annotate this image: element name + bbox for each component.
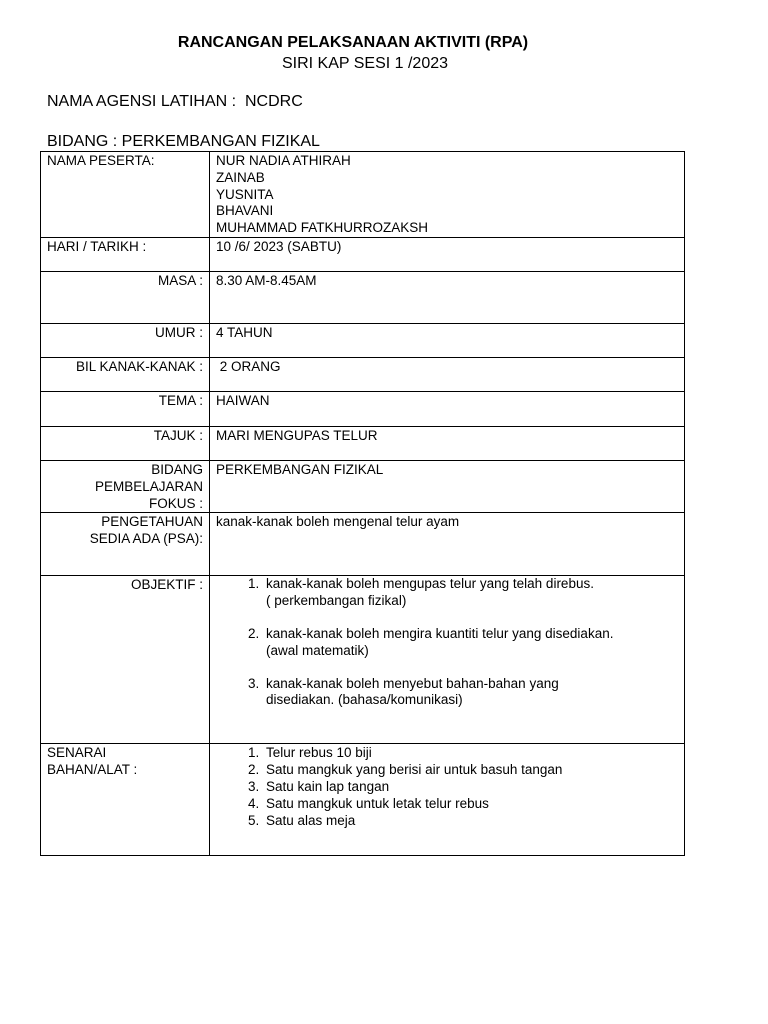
bidang-line: BIDANG : PERKEMBANGAN FIZIKAL [47, 133, 320, 150]
bahan-ol [216, 745, 678, 829]
row-psa [41, 513, 685, 576]
umur-label: UMUR : [41, 323, 210, 357]
tajuk-label: TAJUK : [41, 426, 210, 460]
row-bahan [41, 744, 685, 856]
psa-label [41, 513, 210, 576]
psa-value: kanak-kanak boleh mengenal telur ayam [210, 513, 685, 576]
tema-label: TEMA : [41, 391, 210, 426]
objektif-item [263, 576, 678, 610]
bidang-label-line: FOKUS : [148, 495, 203, 511]
bahan-label-line: BAHAN/ALAT : [47, 762, 138, 778]
bahan-list [210, 744, 685, 856]
peserta-item: NUR NADIA ATHIRAH [216, 153, 351, 168]
psa-label-line: SEDIA ADA (PSA): [89, 531, 203, 547]
bahan-item: 1. Telur rebus 10 biji [263, 745, 678, 762]
masa-value: 8.30 AM-8.45AM [210, 271, 685, 323]
objektif-list [210, 576, 685, 744]
peserta-label: NAMA PESERTA: [41, 152, 210, 238]
peserta-item: YUSNITA [216, 186, 274, 202]
row-tajuk [41, 426, 685, 460]
rpa-table [40, 151, 685, 856]
masa-label: MASA : [41, 271, 210, 323]
umur-value: 4 TAHUN [210, 323, 685, 357]
peserta-item: ZAINAB [216, 169, 265, 185]
bidang-label [41, 460, 210, 512]
objektif-text: 1. kanak-kanak boleh mengupas telur yang telah direbus. [266, 576, 594, 592]
objektif-text: 2. kanak-kanak boleh mengira kuantiti telur yang disediakan. [266, 625, 614, 641]
tarikh-value: 10 /6/ 2023 (SABTU) [210, 237, 685, 271]
peserta-list [210, 152, 685, 238]
objektif-note: ( perkembangan fizikal) [266, 593, 407, 609]
objektif-item [263, 626, 678, 660]
bahan-label-line: SENARAI [47, 745, 107, 761]
peserta-item: BHAVANI [216, 203, 274, 219]
bahan-item: 4. Satu mangkuk untuk letak telur rebus [263, 796, 678, 813]
row-bil [41, 357, 685, 391]
bidang-label-line: PEMBELAJARAN [94, 478, 203, 494]
bahan-item: 3. Satu kain lap tangan [263, 779, 678, 796]
row-tema [41, 391, 685, 426]
row-tarikh [41, 237, 685, 271]
bil-value: 2 ORANG [210, 357, 685, 391]
document-subtitle: SIRI KAP SESI 1 /2023 [281, 55, 449, 72]
row-masa [41, 271, 685, 323]
document-title: RANCANGAN PELAKSANAAN AKTIVITI (RPA) [177, 34, 529, 51]
agency-line: NAMA AGENSI LATIHAN : NCDRC [47, 93, 303, 110]
bil-label: BIL KANAK-KANAK : [41, 357, 210, 391]
bahan-label [41, 744, 210, 856]
objektif-ol [216, 576, 678, 709]
objektif-note: (awal matematik) [266, 642, 369, 658]
objektif-text: 3. kanak-kanak boleh menyebut bahan-bahan yang disediakan. (bahasa/komunikasi) [266, 675, 559, 708]
peserta-item: MUHAMMAD FATKHURROZAKSH [216, 220, 429, 236]
bidang-value: PERKEMBANGAN FIZIKAL [210, 460, 685, 512]
tema-value: HAIWAN [210, 391, 685, 426]
row-peserta [41, 152, 685, 238]
objektif-label: OBJEKTIF : [41, 576, 210, 744]
bahan-item: 5. Satu alas meja [263, 813, 678, 830]
objektif-item [263, 676, 678, 710]
psa-label-line: PENGETAHUAN [101, 514, 203, 530]
row-objektif [41, 576, 685, 744]
bahan-item: 2. Satu mangkuk yang berisi air untuk basuh tangan [263, 762, 678, 779]
tajuk-value: MARI MENGUPAS TELUR [210, 426, 685, 460]
row-bidang [41, 460, 685, 512]
row-umur [41, 323, 685, 357]
tarikh-label: HARI / TARIKH : [41, 237, 210, 271]
bidang-label-line: BIDANG [151, 461, 203, 477]
